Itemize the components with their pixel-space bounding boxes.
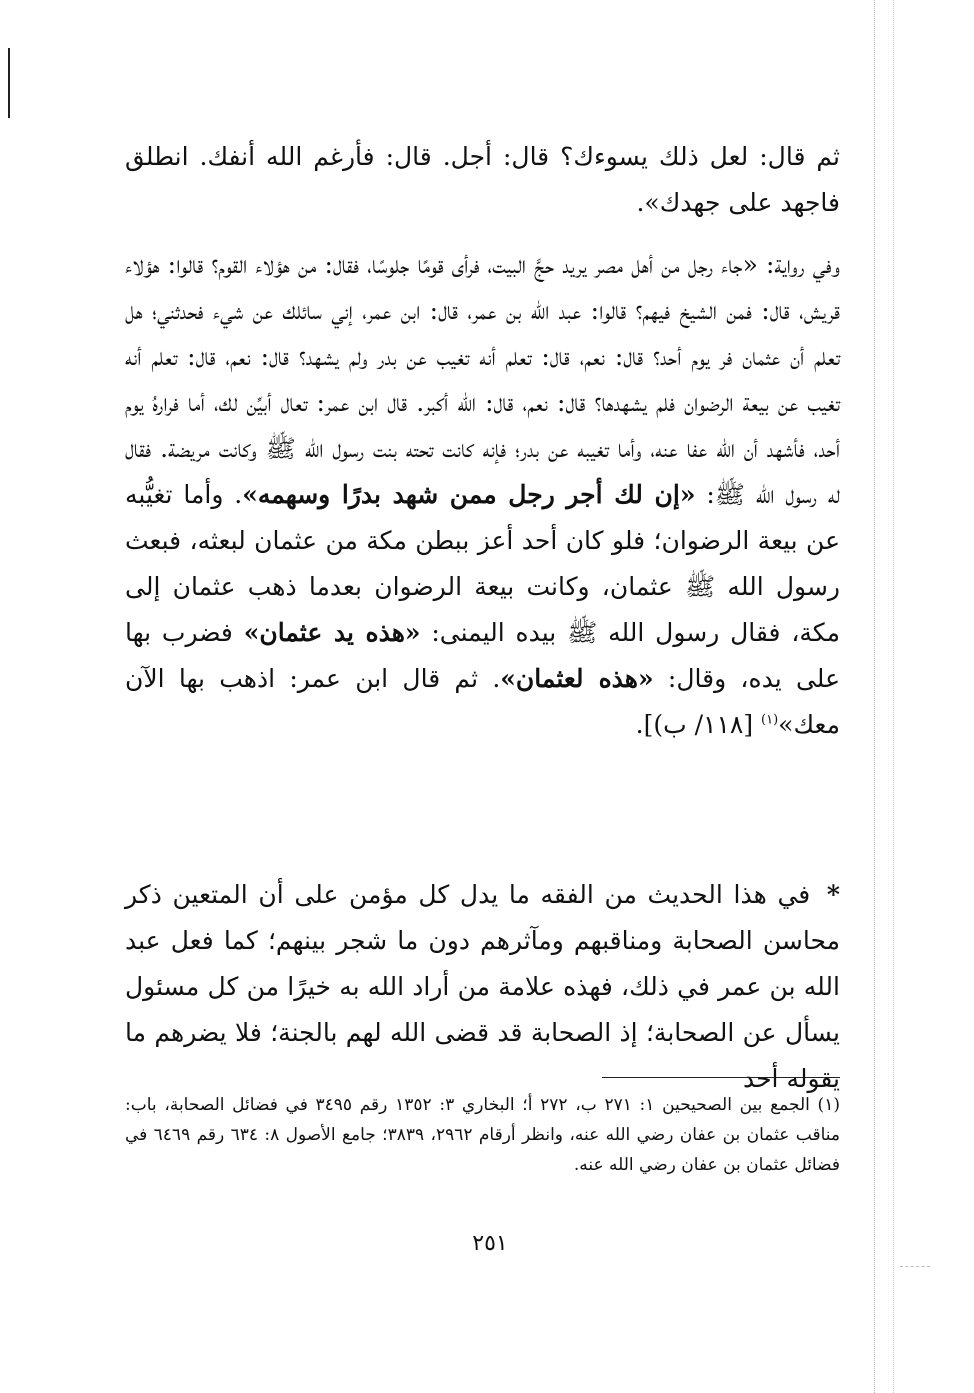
paragraph-text: . وأما تغيُّبه عن بيعة الرضوان؛ فلو كان أحد أعز ببطن مكة من عثمان لبعثه، فبعث رسول الله ﷺ عثمان، وكانت بيعة الرضوان بعدما ذهب عثمان إلى مكة، فقال رسول الله ﷺ بيده اليمنى: [125, 480, 840, 647]
scan-edge-mark [8, 48, 10, 118]
footnote-separator [602, 1077, 840, 1078]
footnote-marker: (١) [761, 712, 779, 728]
paragraph-text: في هذا الحديث من الفقه ما يدل كل مؤمن على أن المتعين ذكر محاسن الصحابة ومناقبهم ومآثرهم دون ما شجر بينهم؛ كما فعل عبد الله بن عمر في ذلك، فهذه علامة من أراد الله به خيرًا من كل مسئول يسأل عن الصحابة؛ إذ الصحابة قد قضى الله لهم بالجنة؛ فلا يضرهم ما يقوله أحد [125, 880, 840, 1093]
bullet-asterisk: * [826, 880, 840, 909]
paragraph-continuation [125, 134, 840, 226]
paragraph-commentary [125, 872, 840, 1102]
paragraph-text: . ثم قال ابن عمر: اذهب بها الآن معك» [125, 664, 840, 739]
margin-tick [900, 1266, 930, 1267]
page-gutter-line [874, 0, 875, 1393]
folio-reference: [١١٨/ ب)]. [635, 710, 762, 739]
footnote [125, 1090, 840, 1180]
hadith-quote: «هذه يد عثمان» [243, 618, 421, 647]
page-number: ٢٥١ [472, 1231, 508, 1256]
paragraph-text: وفي رواية: «جاء رجل من أهل مصر يريد حجَّ البيت، فرأى قومًا جلوسًا، فقال: من هؤلاء القوم؟ قالوا: هؤلاء قريش، قال: فمن الشيخ فيهم؟ قالوا: عبد الله بن عمر، قال: ابن عمر، إني سائلك عن شيء فحدثني؛ هل تعلم أن عثمان فر يوم أحد؟ قال: نعم، قال: تعلم أنه تغيب عن بدر ولم يشهد؟ قال: نعم، قال: تعلم أنه تغيب عن بيعة الرضوان فلم يشهدها؟ قال: نعم، قال: الله أكبر. قال ابن عمر: تعال أبيِّن لك، أما فرارهُ يوم أحد، فأشهد أن الله عفا عنه، وأما تغيبه عن بدر؛ فإنه كانت تحته بنت رسول الله ﷺ وكانت مريضة. فقال له رسول الله ﷺ: [125, 250, 840, 509]
footnote-text: (١) الجمع بين الصحيحين ١: ٢٧١ ب، ٢٧٢ أ؛ البخاري ٣: ١٣٥٢ رقم ٣٤٩٥ في فضائل الصحابة، باب: مناقب عثمان بن عفان رضي الله عنه، وانظر أرقام ٢٩٦٢، ٣٨٣٩؛ جامع الأصول ٨: ٦٣٤ رقم ٦٤٦٩ في فضائل عثمان بن عفان رضي الله عنه. [125, 1095, 840, 1175]
paragraph-narration [125, 242, 840, 748]
hadith-quote: «إن لك أجر رجل ممن شهد بدرًا وسهمه» [242, 480, 696, 509]
paragraph-text: ثم قال: لعل ذلك يسوءك؟ قال: أجل. قال: فأرغم الله أنفك. انطلق فاجهد على جهدك». [125, 142, 840, 217]
paragraph-text: فضرب بها على يده، وقال: [125, 618, 840, 693]
page-gutter-line-outer [893, 0, 894, 1393]
hadith-quote: «هذه لعثمان» [500, 664, 654, 693]
